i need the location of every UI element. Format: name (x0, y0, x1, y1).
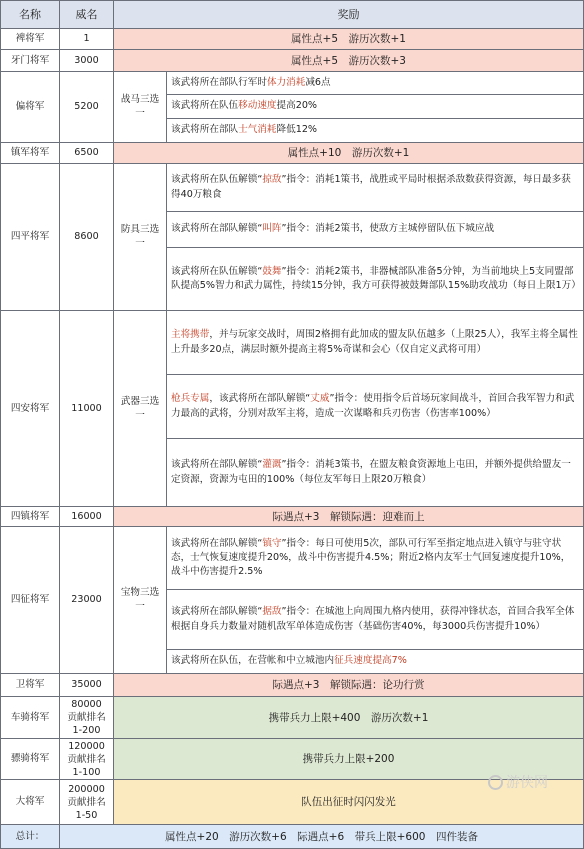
rank-reward: 携带兵力上限+200 (114, 739, 584, 780)
rank-name: 裨将军 (1, 29, 60, 50)
total-row (1, 825, 584, 849)
table-row (1, 72, 584, 95)
rank-name: 镇军将军 (1, 143, 60, 164)
header-prestige: 威名 (60, 1, 114, 29)
rank-reward: 队伍出征时闪闪发光 (114, 780, 584, 825)
equipment-option: 该武将所在部队解锁“叫阵”指令：消耗2策书，使敌方主城停留队伍下城应战 (167, 212, 584, 248)
table-row (1, 50, 584, 72)
rank-name: 车骑将军 (1, 697, 60, 739)
rank-prestige: 23000 (60, 527, 114, 674)
equipment-option: 该武将所在队伍解锁“掠敌”指令：消耗1策书，战胜或平局时根据杀敌数获得资源，每日最多获得40万粮食 (167, 164, 584, 212)
rank-name: 四镇将军 (1, 507, 60, 527)
watermark-logo-icon (488, 775, 503, 790)
table-row (1, 527, 584, 590)
rank-prestige: 8600 (60, 164, 114, 311)
rank-prestige: 16000 (60, 507, 114, 527)
rank-name: 四平将军 (1, 164, 60, 311)
table-row (1, 164, 584, 212)
rank-name: 大将军 (1, 780, 60, 825)
watermark-text: 游侠网 (506, 775, 548, 791)
table-row (1, 697, 584, 739)
equipment-group: 武器三选一 (114, 311, 167, 507)
rank-prestige: 35000 (60, 674, 114, 697)
watermark (488, 772, 548, 792)
equipment-group: 宝物三选一 (114, 527, 167, 674)
rank-prestige: 3000 (60, 50, 114, 72)
equipment-group: 防具三选一 (114, 164, 167, 311)
equipment-option: 该武将所在队伍，在营帐和中立城池内征兵速度提高7% (167, 650, 584, 674)
rank-name: 四征将军 (1, 527, 60, 674)
equipment-option: 该武将所在部队行军时体力消耗减6点 (167, 72, 584, 95)
rank-prestige: 80000 贡献排名 1-200 (60, 697, 114, 739)
total-label: 总计： (1, 825, 60, 849)
total-reward: 属性点+20 游历次数+6 际遇点+6 带兵上限+600 四件装备 (60, 825, 584, 849)
rank-reward: 携带兵力上限+400 游历次数+1 (114, 697, 584, 739)
equipment-option: 该武将所在部队解锁“灌溉”指令：消耗3策书，在盟友粮食资源地上屯田，并额外提供给盟友一定资源，资源为屯田的100%（每位友军每日上限20万粮食） (167, 439, 584, 507)
rank-prestige: 120000 贡献排名 1-100 (60, 739, 114, 780)
rank-name: 偏将军 (1, 72, 60, 143)
equipment-option: 该武将所在队伍解锁“鼓舞”指令：消耗2策书，非器械部队准备5分钟，为当前地块上5支同盟部队提高5%智力和武力属性，持续15分钟，我方可获得被鼓舞部队15%助攻战功（每日上限1万） (167, 248, 584, 311)
header-name: 名称 (1, 1, 60, 29)
header-reward: 奖励 (114, 1, 584, 29)
equipment-option: 该武将所在队伍移动速度提高20% (167, 95, 584, 119)
equipment-option: 该武将所在部队士气消耗降低12% (167, 119, 584, 143)
table-row (1, 143, 584, 164)
rank-reward: 属性点+5 游历次数+3 (114, 50, 584, 72)
table-row (1, 674, 584, 697)
equipment-option: 该武将所在部队解锁“据敌”指令：在城池上向周围九格内使用，获得冲锋状态，首回合我军全体根据自身兵力数量对随机敌军单体造成伤害（基础伤害40%，每3000兵伤害提升10%） (167, 590, 584, 650)
rank-reward: 属性点+10 游历次数+1 (114, 143, 584, 164)
equipment-option: 该武将所在部队解锁“镇守”指令：每日可使用5次，部队可行军至指定地点进入镇守与驻守状态，士气恢复速度提升20%，战斗中伤害提升4.5%；附近2格内友军士气回复速度提升10%，战斗中伤害提升2.5% (167, 527, 584, 590)
table-row (1, 507, 584, 527)
rank-prestige: 11000 (60, 311, 114, 507)
equipment-group: 战马三选一 (114, 72, 167, 143)
rank-name: 四安将军 (1, 311, 60, 507)
rank-reward: 属性点+5 游历次数+1 (114, 29, 584, 50)
header-row (1, 1, 584, 29)
rank-prestige: 6500 (60, 143, 114, 164)
rank-reward: 际遇点+3 解锁际遇：迎难而上 (114, 507, 584, 527)
rank-reward: 际遇点+3 解锁际遇：论功行赏 (114, 674, 584, 697)
rank-name: 卫将军 (1, 674, 60, 697)
rank-prestige: 5200 (60, 72, 114, 143)
rank-prestige: 200000 贡献排名 1-50 (60, 780, 114, 825)
equipment-option: 主将携带，并与玩家交战时，周围2格拥有此加成的盟友队伍越多（上限25人），我军主将全属性上升最多20点，满层时额外提高主将5%奇谋和会心（仅自定义武将可用） (167, 311, 584, 375)
equipment-option: 枪兵专属，该武将所在部队解锁“丈威”指令：使用指令后首场玩家间战斗，首回合我军智力和武力最高的武将，分别对敌军主将，造成一次谋略和兵刃伤害（伤害率100%） (167, 375, 584, 439)
rank-prestige: 1 (60, 29, 114, 50)
table-row (1, 311, 584, 375)
table-row (1, 29, 584, 50)
rank-name: 骠骑将军 (1, 739, 60, 780)
rank-name: 牙门将军 (1, 50, 60, 72)
